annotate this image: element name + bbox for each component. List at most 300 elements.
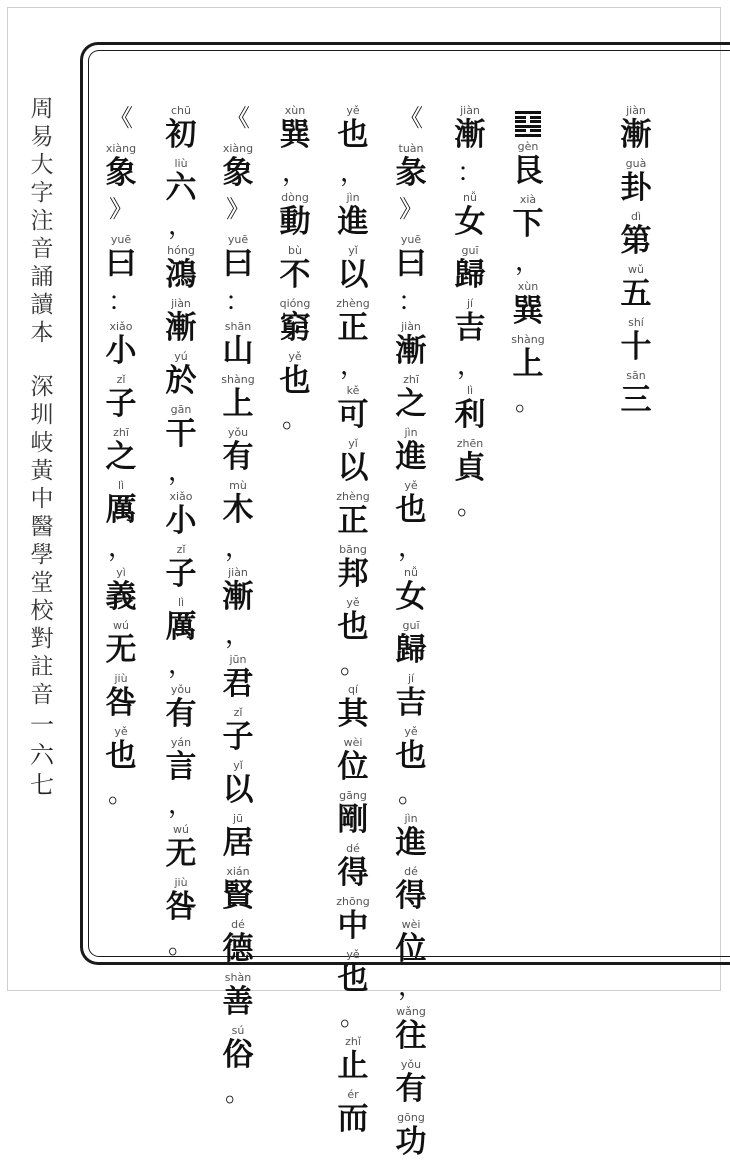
character-cell [166,158,197,211]
text-column [97,105,145,813]
hanzi-character: 於 [165,363,197,399]
hanzi-character: 山 [222,333,254,369]
punctuation [340,351,366,385]
pinyin-annotation: wǔ [628,263,644,276]
hanzi-character: 女 [395,579,427,615]
pinyin-annotation: yě [346,104,360,117]
pinyin-annotation: dòng [281,191,309,204]
margin-title-char: 誦 [30,264,54,290]
hanzi-character: 言 [165,749,197,785]
punctuation [457,351,483,385]
punctuation [398,779,424,813]
hanzi-character: 吉 [454,310,486,346]
character-cell [396,919,427,972]
pinyin-annotation: yě [114,725,128,738]
margin-title-char: 讀 [30,292,54,318]
margin-publisher-char: 岐 [30,430,54,456]
pinyin-annotation: zhī [113,426,129,439]
title-bracket [226,105,250,143]
pinyin-annotation: shàng [221,373,255,386]
pinyin-annotation: bāng [339,543,367,556]
pinyin-annotation: shān [224,320,252,333]
hanzi-character: ， [397,533,424,563]
hanzi-character: 女 [454,204,486,240]
character-cell [338,597,369,650]
character-cell [280,245,311,298]
hanzi-character: 第 [620,223,652,259]
character-cell [106,374,137,427]
margin-publisher-char: 深 [30,374,54,400]
punctuation [168,457,194,491]
character-cell [223,1025,254,1078]
pinyin-annotation: wèi [401,918,421,931]
hanzi-character: 。 [397,779,424,809]
hanzi-character: 也 [395,492,427,528]
pinyin-annotation: lì [466,384,474,397]
hanzi-character: 吉 [395,685,427,721]
character-cell [280,298,311,351]
hanzi-character: 漸 [454,117,486,153]
hanzi-character: 鴻 [165,257,197,293]
punctuation [108,287,134,321]
title-bracket [399,105,423,143]
character-cell [223,760,254,813]
pinyin-annotation: dé [404,865,418,878]
hanzi-character: 也 [337,117,369,153]
pinyin-annotation: lì [177,596,185,609]
pinyin-annotation: dì [630,210,642,223]
pinyin-annotation: zhǐ [345,1035,361,1048]
hanzi-character: 得 [337,855,369,891]
character-cell [166,105,197,158]
pinyin-annotation: yuē [227,233,249,246]
pinyin-annotation: zhèng [336,297,370,310]
hanzi-character: 得 [395,878,427,914]
character-cell [338,843,369,896]
pinyin-annotation: zhōng [336,895,370,908]
punctuation [340,1002,366,1036]
hanzi-character: 有 [165,696,197,732]
punctuation [340,650,366,684]
character-cell [396,726,427,779]
hanzi-character: 功 [395,1124,427,1160]
hanzi-character: 漸 [222,579,254,615]
pinyin-annotation: lì [117,479,125,492]
pinyin-annotation: xiǎo [109,320,133,333]
pinyin-annotation: shàn [224,971,252,984]
hanzi-character: 中 [337,908,369,944]
hanzi-character: 。 [224,1078,251,1108]
pinyin-annotation: yǒu [170,683,192,696]
pinyin-annotation: xiàng [222,142,254,155]
character-cell [513,194,544,247]
punctuation [225,620,251,654]
hanzi-character: 邦 [337,556,369,592]
hanzi-character: 》 [109,195,133,223]
character-cell [280,192,311,245]
hanzi-character: 无 [105,632,137,668]
hanzi-character: 彖 [395,155,427,191]
hanzi-character: 其 [337,696,369,732]
pinyin-annotation: qióng [279,297,311,310]
pinyin-annotation: nǚ [404,566,418,579]
hanzi-character: 《 [226,104,250,132]
pinyin-annotation: wèi [343,736,363,749]
hanzi-character: 。 [456,491,483,521]
page-number [28,710,56,800]
hanzi-character: 也 [395,738,427,774]
character-cell [396,427,427,480]
pinyin-annotation: jiù [174,876,188,889]
character-cell [106,321,137,374]
character-cell [223,866,254,919]
character-cell [338,385,369,438]
hanzi-character: 正 [337,310,369,346]
hanzi-character: 賢 [222,878,254,914]
pinyin-annotation: jiàn [460,104,480,117]
pinyin-annotation: qí [347,683,359,696]
pinyin-annotation: dé [346,842,360,855]
hanzi-character: 也 [337,961,369,997]
text-column [329,105,377,1142]
hanzi-character: 巽 [512,293,544,329]
hanzi-character: 子 [105,386,137,422]
pinyin-annotation: shí [628,316,644,329]
pinyin-annotation: kě [346,384,360,397]
pinyin-annotation: wú [113,619,129,632]
character-cell [338,737,369,790]
character-cell [396,567,427,620]
margin-title-char: 音 [30,236,54,262]
margin-publisher-char: 黃 [30,458,54,484]
pinyin-annotation: jiàn [171,297,191,310]
hanzi-character: 《 [109,104,133,132]
pinyin-annotation: jiàn [228,566,248,579]
title-bracket [109,196,133,234]
pinyin-annotation: yuē [110,233,132,246]
text-column [157,105,205,964]
character-cell [338,1036,369,1089]
punctuation [398,972,424,1006]
hanzi-character: 十 [620,329,652,365]
hanzi-character: ， [167,457,194,487]
character-cell [223,919,254,972]
hanzi-character: 位 [337,749,369,785]
pinyin-annotation: jí [466,297,474,310]
character-cell [166,684,197,737]
character-cell [513,281,544,334]
hanzi-character: 也 [337,609,369,645]
character-cell [223,480,254,533]
character-cell [511,334,544,387]
pinyin-annotation: gāng [339,789,367,802]
punctuation [108,779,134,813]
hanzi-character: 漸 [620,117,652,153]
punctuation [168,930,194,964]
hanzi-character: ， [107,533,134,563]
character-cell [336,896,369,949]
hanzi-character: ， [514,247,541,277]
hanzi-character: 五 [620,276,652,312]
pinyin-annotation: wú [173,823,189,836]
character-cell [280,351,311,404]
margin-book-title [28,95,56,709]
hanzi-character: ： [456,158,483,188]
hanzi-character: 巽 [279,117,311,153]
hanzi-character: 正 [337,503,369,539]
text-column [387,105,435,1165]
pinyin-annotation: yuē [400,233,422,246]
pinyin-annotation: gèn [517,140,539,153]
character-cell [396,234,427,287]
character-cell [106,567,137,620]
character-cell [223,567,254,620]
character-cell [455,385,486,438]
pinyin-annotation: dé [231,918,245,931]
hanzi-character: ， [167,650,194,680]
pinyin-annotation: jiù [114,672,128,685]
margin-publisher-char: 音 [30,682,54,708]
pinyin-annotation: sān [626,369,646,382]
pinyin-annotation: xùn [284,104,306,117]
character-cell [280,105,311,158]
character-cell [513,141,544,194]
pinyin-annotation: yǒu [400,1058,422,1071]
hanzi-character: 象 [222,155,254,191]
pinyin-annotation: shàng [511,333,545,346]
hanzi-character: 也 [279,363,311,399]
hanzi-character: 三 [620,382,652,418]
hanzi-character: 窮 [279,310,311,346]
pinyin-annotation: nǚ [463,191,477,204]
hanzi-character: 上 [222,386,254,422]
pinyin-annotation: mù [229,479,247,492]
hanzi-character: ： [397,287,424,317]
pinyin-annotation: ér [347,1088,359,1101]
hanzi-character: 而 [337,1101,369,1137]
character-cell [223,143,254,196]
hanzi-character: 无 [165,836,197,872]
hanzi-character: 漸 [165,310,197,346]
hanzi-character: 進 [337,204,369,240]
hanzi-character: ， [339,351,366,381]
hanzi-character: 善 [222,984,254,1020]
character-cell [223,707,254,760]
pinyin-annotation: xiǎo [169,490,193,503]
hanzi-character: 俗 [222,1037,254,1073]
character-cell [223,972,254,1025]
margin-title-char: 注 [30,208,54,234]
hanzi-character: 厲 [105,492,137,528]
character-cell [106,427,137,480]
character-cell [166,245,197,298]
character-cell [336,491,369,544]
hanzi-character: ， [224,620,251,650]
hanzi-character: 上 [512,346,544,382]
character-cell [338,1089,369,1142]
hanzi-character: ， [167,790,194,820]
character-cell [621,264,652,317]
character-cell [338,105,369,158]
character-cell [621,105,652,158]
hanzi-character: 下 [512,206,544,242]
punctuation [515,247,541,281]
hanzi-character: 漸 [395,333,427,369]
character-cell [336,298,369,351]
character-cell [396,143,427,196]
character-cell [338,684,369,737]
page-number-char: 六 [30,741,54,769]
pinyin-annotation: yǐ [348,437,358,450]
character-cell [396,620,427,673]
hanzi-character: 》 [226,195,250,223]
pinyin-annotation: yě [404,725,418,738]
hanzi-character: 止 [337,1048,369,1084]
hanzi-character: 曰 [105,246,137,282]
margin-publisher-char: 校 [30,598,54,624]
character-cell [223,321,254,374]
hanzi-character: 干 [165,416,197,452]
character-cell [455,298,486,351]
hanzi-character: 有 [395,1071,427,1107]
character-cell [621,317,652,370]
punctuation [398,287,424,321]
punctuation [398,533,424,567]
character-cell [338,245,369,298]
pinyin-annotation: hóng [167,244,195,257]
character-cell [166,544,197,597]
pinyin-annotation: yě [346,948,360,961]
text-column [446,105,494,525]
hanzi-character: 咎 [105,685,137,721]
punctuation [168,790,194,824]
hanzi-character: 。 [281,404,308,434]
title-bracket [226,196,250,234]
punctuation [225,533,251,567]
hanzi-character: 以 [337,257,369,293]
character-cell [338,949,369,1002]
character-cell [223,813,254,866]
pinyin-annotation: sú [231,1024,245,1037]
hanzi-character: 木 [222,492,254,528]
pinyin-annotation: yǒu [227,426,249,439]
margin-publisher-char: 圳 [30,402,54,428]
pinyin-annotation: jiàn [626,104,646,117]
pinyin-annotation: xùn [517,280,539,293]
hanzi-character: 君 [222,666,254,702]
character-cell [106,143,137,196]
character-cell [106,480,137,533]
pinyin-annotation: chū [171,104,191,117]
title-bracket [399,196,423,234]
margin-title-char: 周 [30,96,54,122]
hanzi-character: 卦 [620,170,652,206]
punctuation [457,491,483,525]
hanzi-character: 之 [105,439,137,475]
pinyin-annotation: jí [407,672,415,685]
text-column [504,105,552,421]
character-cell [396,1059,427,1112]
hanzi-character: ， [456,351,483,381]
character-cell [621,211,652,264]
hanzi-character: 。 [339,1002,366,1032]
punctuation [168,650,194,684]
hanzi-character: 六 [165,170,197,206]
hanzi-character: 《 [399,104,423,132]
hanzi-character: 也 [105,738,137,774]
hanzi-character: ， [397,972,424,1002]
margin-publisher-char: 醫 [30,514,54,540]
hanzi-character: 咎 [165,889,197,925]
pinyin-annotation: xián [226,865,250,878]
text-column [612,105,660,423]
hanzi-character: 利 [454,397,486,433]
hanzi-character: 以 [222,772,254,808]
hanzi-character: ， [224,533,251,563]
punctuation [515,387,541,421]
hanzi-character: 艮 [512,153,544,189]
character-cell [396,813,427,866]
hanzi-character: 進 [395,825,427,861]
character-cell [223,427,254,480]
hanzi-character: 動 [279,204,311,240]
hanzi-character: 子 [165,556,197,592]
hanzi-character: 曰 [222,246,254,282]
text-column [271,105,319,438]
pinyin-annotation: yán [170,736,192,749]
pinyin-annotation: gōng [397,1111,425,1124]
hexagram-symbol-icon [515,111,541,137]
pinyin-annotation: yě [404,479,418,492]
pinyin-annotation: liù [174,157,188,170]
character-cell [166,824,197,877]
pinyin-annotation: guà [625,157,647,170]
margin-title-char: 易 [30,124,54,150]
hanzi-character: 義 [105,579,137,615]
hanzi-character: 位 [395,931,427,967]
pinyin-annotation: jìn [404,426,418,439]
margin-title-char: 大 [30,152,54,178]
hanzi-character: 。 [339,650,366,680]
character-cell [455,192,486,245]
character-cell [621,158,652,211]
character-cell [396,1006,427,1059]
margin-publisher-char: 註 [30,654,54,680]
pinyin-annotation: xiàng [105,142,137,155]
margin-title-char: 字 [30,180,54,206]
hanzi-character: 居 [222,825,254,861]
hanzi-character: 不 [279,257,311,293]
pinyin-annotation: bù [288,244,302,257]
character-cell [166,404,197,457]
punctuation [457,158,483,192]
page-number-char: 七 [30,771,54,799]
character-cell [338,790,369,843]
hanzi-character: 有 [222,439,254,475]
character-cell [455,105,486,158]
hanzi-character: 歸 [454,257,486,293]
pinyin-annotation: zhèng [336,490,370,503]
punctuation [108,533,134,567]
hanzi-character: 初 [165,117,197,153]
character-cell [223,234,254,287]
text-column [214,105,262,1112]
pinyin-annotation: zǐ [233,706,243,719]
punctuation [225,287,251,321]
pinyin-annotation: gān [170,403,192,416]
pinyin-annotation: jū [232,812,244,825]
punctuation [340,158,366,192]
